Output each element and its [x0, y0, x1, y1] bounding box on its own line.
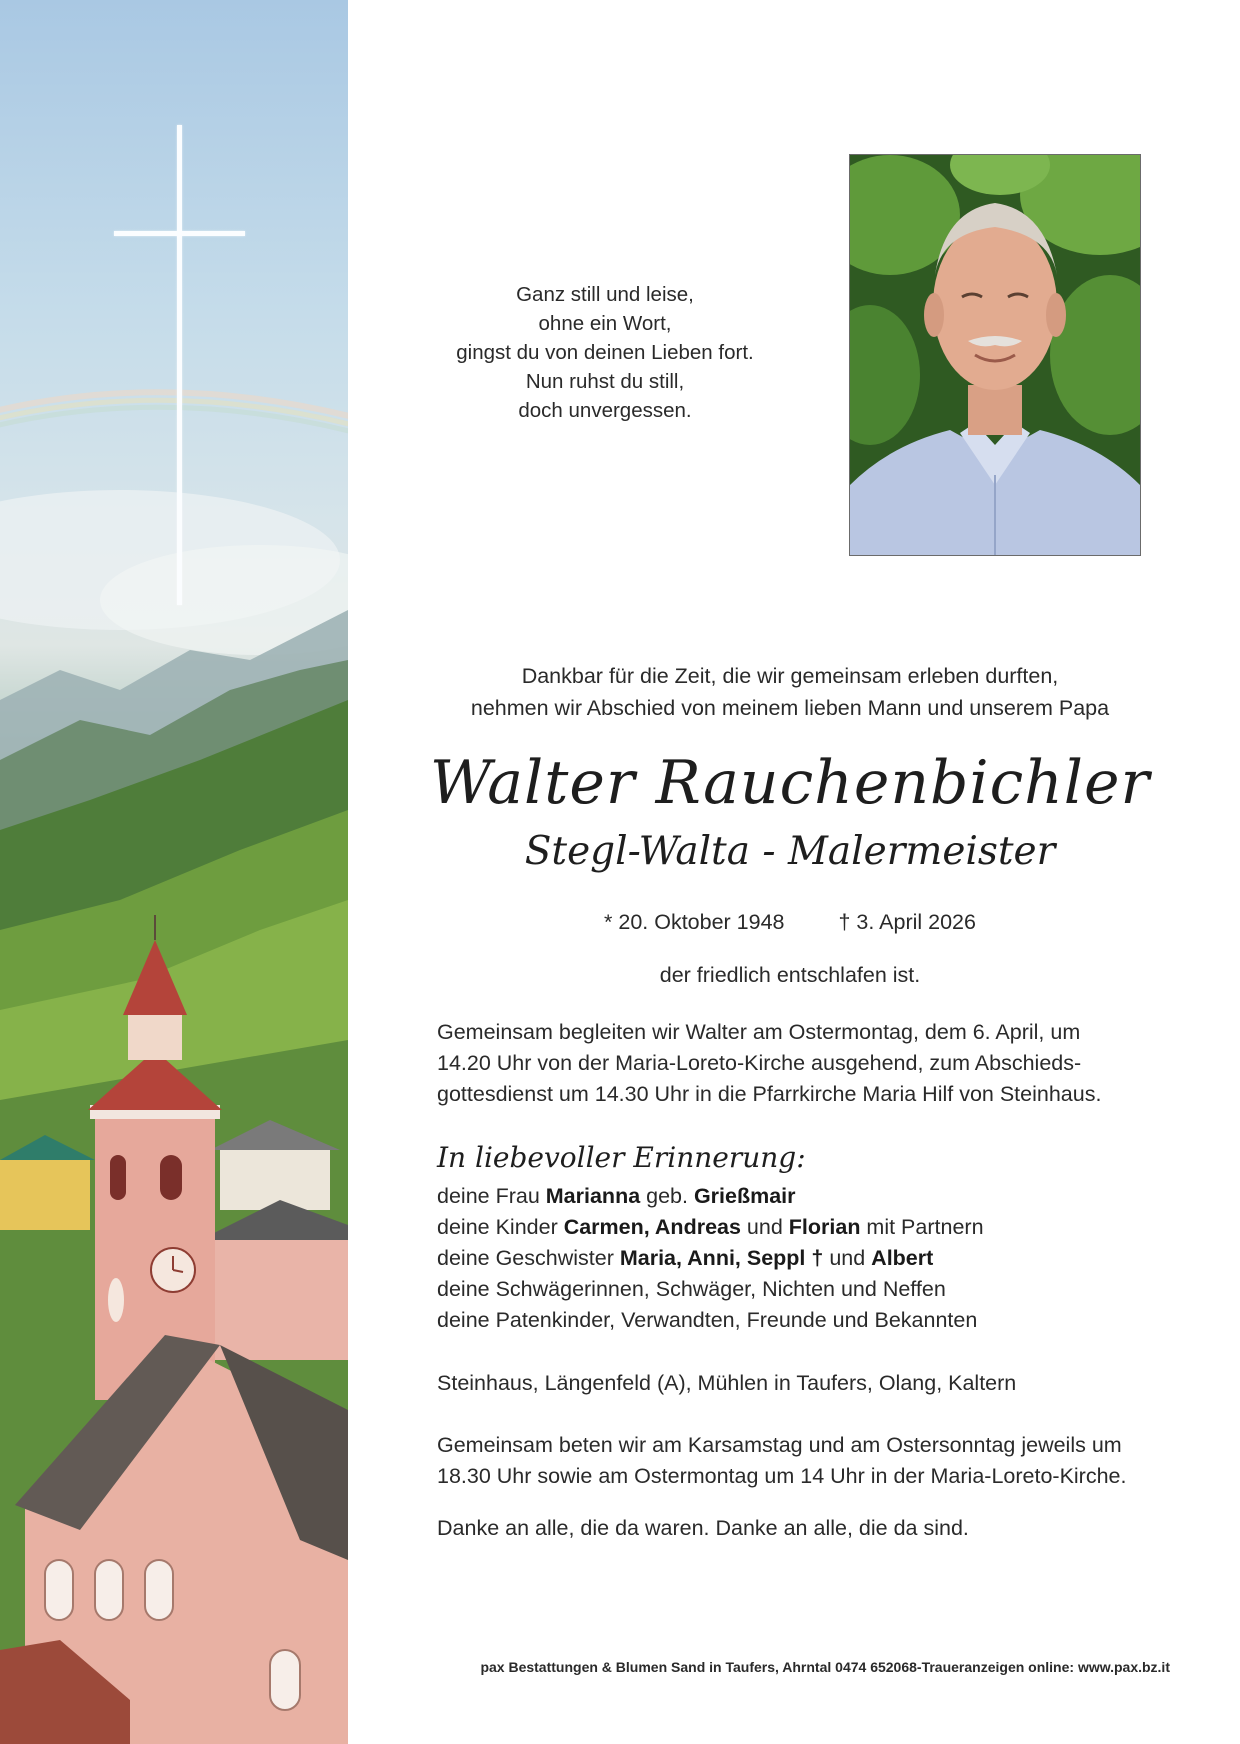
- poem-line: Nun ruhst du still,: [525, 370, 685, 393]
- mourner-children: deine Kinder Carmen, Andreas und Florian mit Partnern: [437, 1215, 984, 1239]
- landscape-illustration: [0, 0, 348, 1744]
- deceased-nickname: Stegl-Walta - Malermeister: [524, 829, 1056, 874]
- cross-icon-bar: [114, 231, 245, 236]
- birth-date: * 20. Oktober 1948: [604, 910, 785, 934]
- intro-line: nehmen wir Abschied von meinem lieben Mann und unserem Papa: [470, 696, 1110, 720]
- funeral-line: Gemeinsam begleiten wir Walter am Ostermontag, dem 6. April, um: [437, 1020, 1081, 1044]
- life-dates: [420, 906, 1160, 938]
- thanks-text: Danke an alle, die da waren. Danke an alle, die da sind.: [437, 1516, 969, 1540]
- prayer-notice: [437, 1430, 1147, 1492]
- footer-imprint: pax Bestattungen & Blumen Sand in Taufers, Ahrntal 0474 652068-Traueranzeigen online: www.pax.bz.it: [480, 1659, 1170, 1675]
- poem-line: gingst du von deinen Lieben fort.: [456, 341, 754, 364]
- prayer-line: 18.30 Uhr sowie am Ostermontag um 14 Uhr in der Maria-Loreto-Kirche.: [437, 1464, 1127, 1488]
- funeral-line: gottesdienst um 14.30 Uhr in die Pfarrkirche Maria Hilf von Steinhaus.: [437, 1082, 1102, 1106]
- cross-icon: [177, 125, 182, 605]
- passed-text: der friedlich entschlafen ist.: [659, 963, 921, 987]
- mourner-wife: deine Frau Marianna geb. Grießmair: [437, 1184, 796, 1208]
- death-date: † 3. April 2026: [838, 910, 976, 934]
- side-landscape-image: [0, 0, 348, 1744]
- funeral-notice: [437, 1017, 1147, 1110]
- mourner-siblings: deine Geschwister Maria, Anni, Seppl † und Albert: [437, 1246, 934, 1270]
- prayer-line: Gemeinsam beten wir am Karsamstag und am Ostersonntag jeweils um: [437, 1433, 1122, 1457]
- poem-line: ohne ein Wort,: [538, 312, 672, 335]
- poem-line: Ganz still und leise,: [516, 283, 694, 306]
- deceased-name: Walter Rauchenbichler: [429, 748, 1151, 818]
- poem-line: doch unvergessen.: [518, 399, 692, 422]
- mourners-list: [437, 1181, 1147, 1336]
- memory-heading: In liebevoller Erinnerung:: [437, 1141, 806, 1174]
- places-list: Steinhaus, Längenfeld (A), Mühlen in Taufers, Olang, Kaltern: [437, 1371, 1017, 1395]
- mourner-inlaws: deine Schwägerinnen, Schwäger, Nichten und Neffen: [437, 1277, 946, 1301]
- intro-line: Dankbar für die Zeit, die wir gemeinsam erleben durften,: [521, 664, 1059, 688]
- portrait-illustration: [850, 155, 1140, 555]
- intro-text: [420, 660, 1160, 724]
- portrait-photo: [849, 154, 1141, 556]
- mourner-others: deine Patenkinder, Verwandten, Freunde und Bekannten: [437, 1308, 978, 1332]
- funeral-line: 14.20 Uhr von der Maria-Loreto-Kirche ausgehend, zum Abschieds-: [437, 1051, 1082, 1075]
- memorial-poem: [430, 280, 780, 425]
